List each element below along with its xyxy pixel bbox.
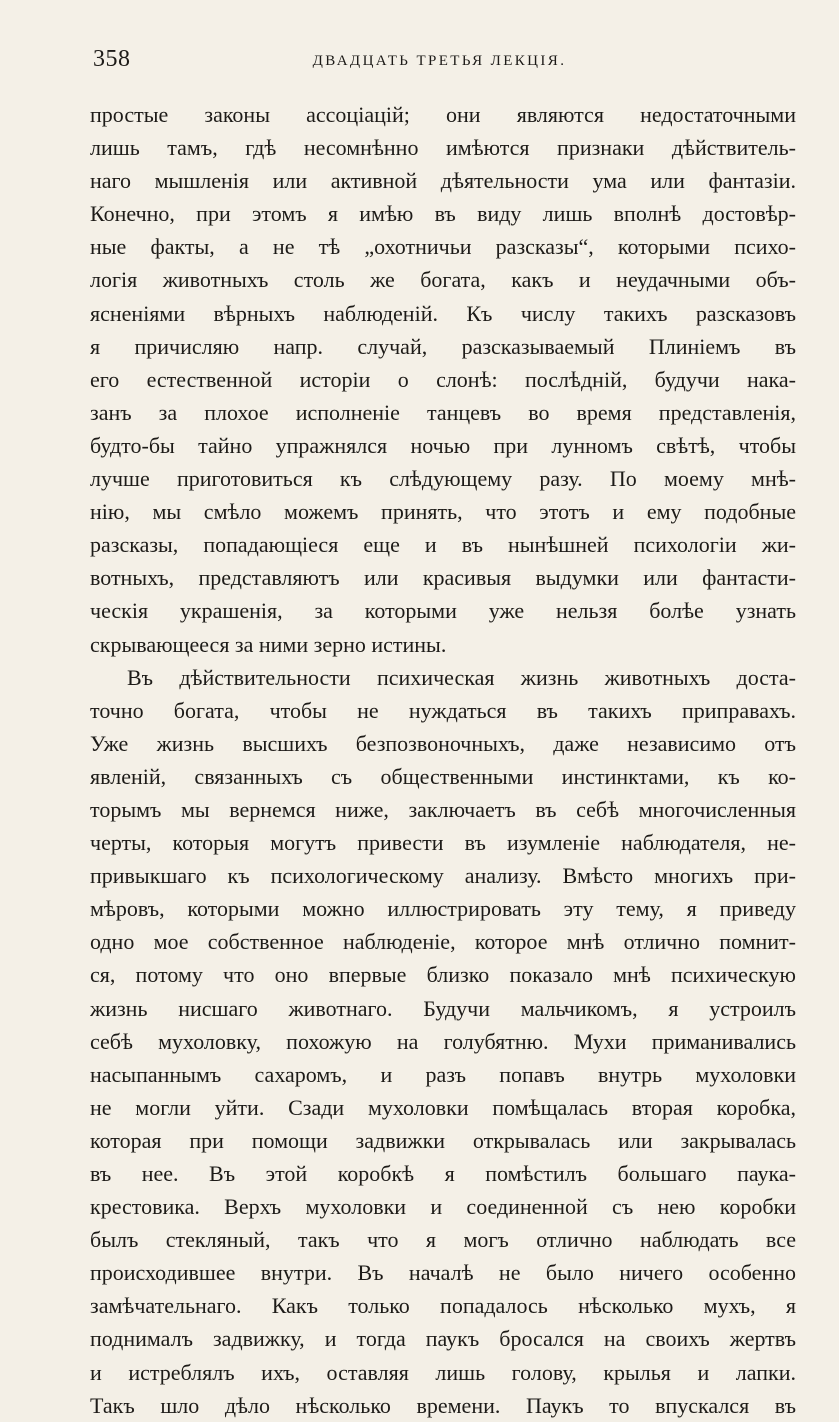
text-line: точно богата, чтобы не нуждаться въ такихъ приправахъ.	[90, 697, 796, 723]
text-line: торымъ мы вернемся ниже, заключаетъ въ себѣ многочисленныя	[90, 796, 796, 822]
text-line: въ нее. Въ этой коробкѣ я помѣстилъ большаго паука-	[90, 1161, 796, 1186]
text-line: наго мышленія или активной дѣятельности ума или фантазіи.	[90, 168, 796, 194]
text-line: поднималъ задвижку, и тогда паукъ бросался на своихъ жертвъ	[90, 1326, 796, 1352]
text-line: насыпаннымъ сахаромъ, и разъ попавъ внутрь мухоловки	[90, 1061, 796, 1087]
page-number: 358	[93, 46, 131, 72]
text-line: логія животныхъ столь же богата, какъ и неудачными объ-	[90, 267, 796, 293]
text-line: простые законы ассоціацій; они являются недостаточными	[90, 102, 796, 127]
text-line: замѣчательнаго. Какъ только попадалось нѣсколько мухъ, я	[90, 1293, 796, 1319]
text-line: одно мое собственное наблюденіе, которое мнѣ отлично помнит-	[90, 929, 796, 955]
body-text	[90, 98, 796, 1422]
text-line: разсказы, попадающіеся еще и въ нынѣшней психологіи жи-	[90, 532, 796, 558]
text-line: ясненіями вѣрныхъ наблюденій. Къ числу такихъ разсказовъ	[90, 300, 796, 326]
running-head: ДВАДЦАТЬ ТРЕТЬЯ ЛЕКЦІЯ.	[312, 53, 567, 69]
text-line: Въ дѣйствительности психическая жизнь животныхъ доста-	[127, 664, 796, 690]
text-line: его естественной исторіи о слонѣ: послѣдній, будучи нака-	[90, 366, 796, 392]
text-line: Такъ шло дѣло нѣсколько времени. Паукъ то впускался въ	[90, 1392, 796, 1418]
paragraph	[90, 661, 796, 1422]
text-line: вотныхъ, представляютъ или красивыя выдумки или фантасти-	[90, 565, 796, 591]
text-line: былъ стекляный, такъ что я могъ отлично наблюдать все	[90, 1227, 796, 1253]
text-line: которая при помощи задвижки открывалась или закрывалась	[90, 1127, 796, 1153]
text-line: Конечно, при этомъ я имѣю въ виду лишь вполнѣ достовѣр-	[90, 201, 796, 227]
text-line: ные факты, а не тѣ „охотничьи разсказы“, которыми психо-	[90, 234, 796, 260]
text-line: занъ за плохое исполненіе танцевъ во время представленія,	[90, 399, 796, 425]
text-line: черты, которыя могутъ привести въ изумленіе наблюдателя, не-	[90, 830, 796, 856]
text-line: происходившее внутри. Въ началѣ не было ничего особенно	[90, 1260, 796, 1286]
paragraph	[90, 98, 796, 661]
text-line: ческія украшенія, за которыми уже нельзя болѣе узнать	[90, 598, 796, 624]
text-line: мѣровъ, которыми можно иллюстрировать эту тему, я приведу	[90, 896, 796, 922]
text-line: не могли уйти. Сзади мухоловки помѣщалась вторая коробка,	[90, 1094, 796, 1120]
text-line: ся, потому что оно впервые близко показало мнѣ психическую	[90, 962, 796, 988]
text-line: себѣ мухоловку, похожую на голубятню. Мухи приманивались	[90, 1028, 796, 1054]
text-line: Уже жизнь высшихъ безпозвоночныхъ, даже независимо отъ	[90, 730, 796, 756]
text-line: и истреблялъ ихъ, оставляя лишь голову, крылья и лапки.	[90, 1359, 796, 1385]
text-line: нію, мы смѣло можемъ принять, что этотъ и ему подобные	[90, 499, 796, 525]
text-line: жизнь нисшаго животнаго. Будучи мальчикомъ, я устроилъ	[90, 995, 796, 1021]
text-line: скрывающееся за ними зерно истины.	[90, 631, 447, 657]
page-header	[0, 46, 839, 76]
text-line: крестовика. Верхъ мухоловки и соединенной съ нею коробки	[90, 1194, 796, 1220]
text-line: привыкшаго къ психологическому анализу. Вмѣсто многихъ при-	[90, 863, 796, 889]
text-line: лишь тамъ, гдѣ несомнѣнно имѣются признаки дѣйствитель-	[90, 135, 796, 161]
text-line: явленій, связанныхъ съ общественными инстинктами, къ ко-	[90, 763, 796, 789]
text-line: лучше приготовиться къ слѣдующему разу. По моему мнѣ-	[90, 466, 796, 492]
text-line: я причисляю напр. случай, разсказываемый Плиніемъ въ	[90, 333, 796, 359]
text-line: будто-бы тайно упражнялся ночью при лунномъ свѣтѣ, чтобы	[90, 432, 796, 458]
